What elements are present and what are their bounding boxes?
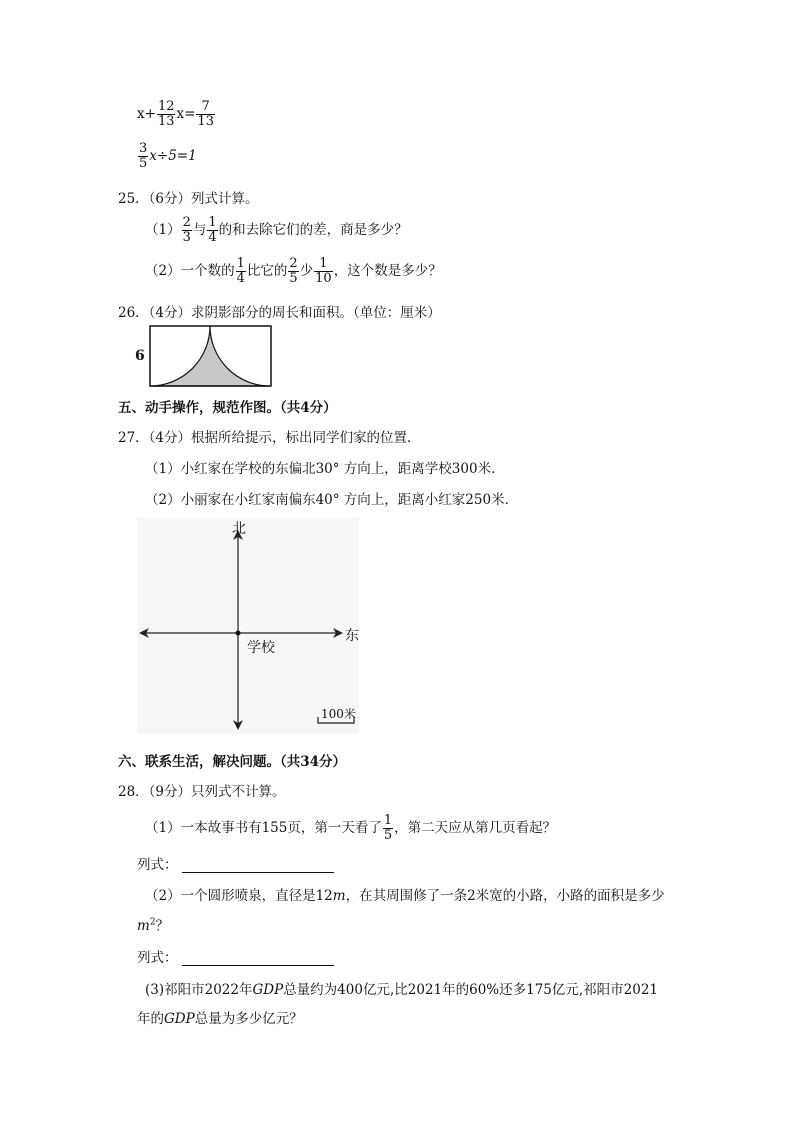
q25-p2-frac-c — [314, 257, 333, 286]
q27-hint-2: （2）小丽家在小红家南偏东40° 方向上，距离小红家250米． — [145, 492, 519, 508]
q25-p2-frac-b — [288, 257, 298, 286]
frac-num: 1 — [319, 256, 328, 271]
eq1-frac2-den: 13 — [197, 114, 214, 129]
eq2-frac-num: 3 — [139, 141, 148, 156]
formula-label: 列式： — [137, 950, 178, 966]
east-label: 东 — [345, 628, 359, 644]
q28-part3-line1 — [145, 978, 658, 998]
north-label: 北 — [232, 521, 246, 537]
eq1-fraction-1 — [157, 100, 176, 129]
q28-p3-post: 总量约为400亿元,比2021年的60%还多175亿元,祁阳市2021 — [283, 982, 659, 998]
shaded-region — [150, 326, 270, 386]
q28-p2-unit-2: m — [137, 918, 150, 934]
q28-formula-line-1 — [137, 853, 334, 873]
q25-p2-mid1: 比它的 — [246, 263, 288, 279]
q25-part1 — [145, 216, 408, 245]
formula-answer-blank[interactable] — [182, 858, 334, 873]
formula-label: 列式： — [137, 857, 178, 873]
frac-num: 2 — [182, 215, 191, 230]
q28-p3-line2-post: 总量为多少亿元？ — [194, 1011, 303, 1027]
eq1-text-a: x+ — [137, 106, 156, 122]
q28-p2-unit: m — [332, 888, 346, 904]
q25-p1-post: 的和去除它们的差，商是多少？ — [218, 222, 408, 238]
q28-part2-line1 — [145, 884, 665, 904]
q28-p1-post: ，第二天应从第几页看起？ — [394, 820, 557, 836]
q25-part2 — [145, 257, 442, 286]
q28-p3-line2-pre: 年的 — [137, 1011, 164, 1027]
q26-title: 26．（4分）求阴影部分的周长和面积。（单位：厘米） — [118, 305, 441, 321]
frac-den: 5 — [289, 271, 298, 286]
q28-p2-post: ，在其周围修了一条2米宽的小路，小路的面积是多少 — [345, 888, 665, 904]
q28-formula-line-2 — [137, 946, 334, 966]
formula-answer-blank[interactable] — [182, 951, 334, 966]
school-label: 学校 — [247, 640, 275, 656]
eq1-frac1-den: 13 — [157, 114, 175, 129]
q28-p1-fraction — [383, 814, 393, 843]
frac-num: 2 — [289, 256, 298, 271]
frac-den: 3 — [182, 230, 191, 245]
q27-hint-1: （1）小红家在学校的东偏北30° 方向上，距离学校300米． — [145, 461, 505, 477]
q25-p1-pre: （1） — [145, 222, 181, 238]
section-6-heading: 六、联系生活，解决问题。（共34分） — [118, 754, 347, 770]
eq1-frac2-num: 7 — [201, 99, 210, 114]
q28-part2-line2 — [137, 914, 169, 934]
equation-2 — [137, 142, 197, 171]
q28-part3-line2 — [137, 1007, 303, 1027]
school-point — [236, 631, 241, 636]
q25-p1-mid: 与 — [192, 222, 207, 238]
equation-1 — [137, 100, 216, 129]
q25-p2-frac-a — [236, 257, 246, 286]
q25-p2-post: ，这个数是多少？ — [333, 263, 442, 279]
q28-p2-pre: （2）一个圆形喷泉，直径是12 — [145, 888, 333, 904]
frac-den: 5 — [383, 828, 393, 843]
q26-shaded-figure — [149, 325, 273, 387]
q28-title: 28．（9分）只列式不计算。 — [118, 784, 286, 800]
eq1-fraction-2 — [196, 100, 215, 129]
frac-num: 1 — [208, 215, 217, 230]
q25-p1-frac-a — [182, 216, 192, 245]
eq2-text: x÷5=1 — [149, 148, 197, 164]
eq2-frac-den: 5 — [139, 156, 148, 171]
q25-p2-pre: （2）一个数的 — [145, 263, 235, 279]
q28-p3-pre: (3)祁阳市2022年 — [145, 982, 253, 998]
q28-part1 — [145, 814, 556, 843]
eq1-frac1-num: 12 — [157, 99, 175, 114]
frac-den: 4 — [208, 230, 217, 245]
section-5-heading: 五、动手操作，规范作图。（共4分） — [118, 400, 337, 416]
q26-dimension-label: 6 — [135, 348, 145, 364]
q28-p2-sup: 2 — [149, 917, 156, 928]
frac-num: 1 — [236, 256, 245, 271]
frac-num: 1 — [383, 813, 393, 828]
frac-den: 4 — [236, 271, 245, 286]
q25-p1-frac-b — [207, 216, 217, 245]
q28-p1-pre: （1）一本故事书有155页，第一天看了 — [145, 820, 382, 836]
q27-title: 27．（4分）根据所给提示，标出同学们家的位置． — [118, 430, 421, 446]
q28-p3-line2-gdp: GDP — [164, 1011, 195, 1027]
q25-p2-mid2: 少 — [299, 263, 314, 279]
q28-p3-gdp: GDP — [252, 982, 284, 998]
scale-label: 100米 — [321, 707, 356, 721]
q27-map — [137, 518, 359, 734]
q28-p2-qmark: ？ — [155, 918, 170, 934]
compass-axes — [137, 518, 359, 734]
q25-title: 25．（6分）列式计算。 — [118, 191, 259, 207]
eq1-text-b: x= — [176, 106, 196, 122]
frac-den: 10 — [315, 271, 332, 286]
eq2-fraction — [138, 142, 148, 171]
